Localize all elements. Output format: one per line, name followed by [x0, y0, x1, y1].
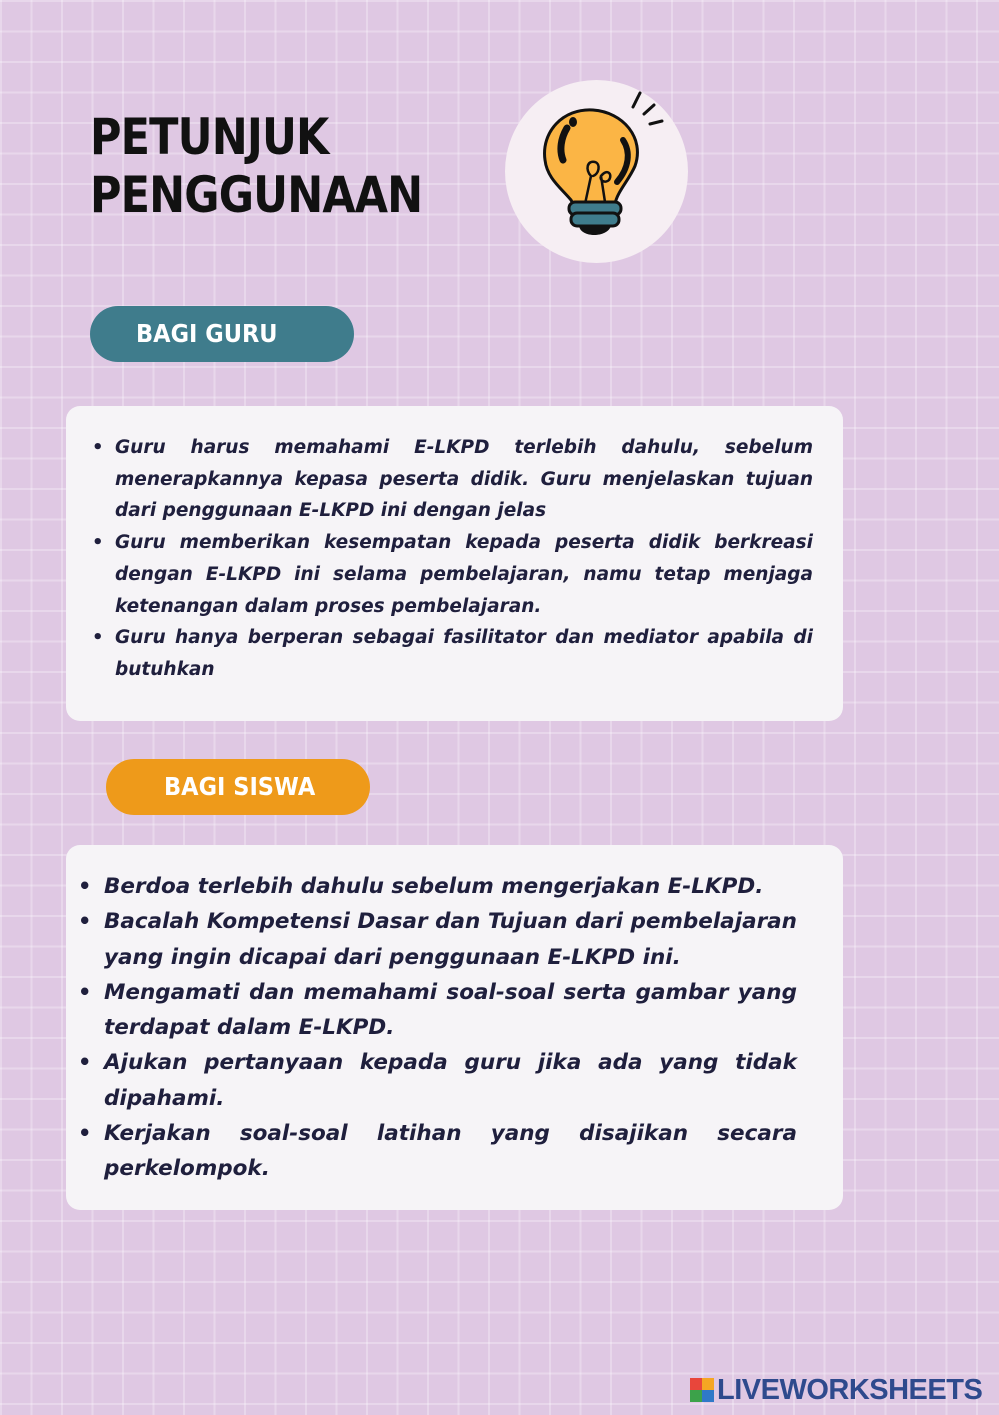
list-item — [78, 1045, 797, 1116]
list-item-text: Guru memberikan kesempatan kepada peserta didik berkreasi dengan E-LKPD ini selama pembelajaran, namu tetap menjaga ketenangan dalam proses pembelajaran. — [115, 532, 813, 617]
list-item-text: Mengamati dan memahami soal-soal serta gambar yang terdapat dalam E-LKPD. — [104, 979, 797, 1041]
list-item — [92, 432, 813, 527]
bullet-icon: • — [78, 1121, 92, 1146]
list-item — [92, 622, 813, 685]
lightbulb-icon — [505, 80, 688, 263]
list-item-text: Berdoa terlebih dahulu sebelum mengerjakan E-LKPD. — [104, 874, 764, 899]
bullet-icon: • — [78, 874, 92, 898]
liveworksheets-brand: LIVEWORKSHEETS — [717, 1373, 983, 1406]
liveworksheets-watermark[interactable] — [690, 1372, 982, 1408]
page-title-line1: PETUNJUK — [90, 108, 329, 166]
list-item-text: Guru hanya berperan sebagai fasilitator dan mediator apabila di butuhkan — [115, 627, 813, 680]
list-item — [78, 904, 797, 975]
list-item — [78, 1116, 797, 1187]
section-heading-siswa — [106, 759, 370, 815]
list-item-text: Ajukan pertanyaan kepada guru jika ada yang tidak dipahami. — [104, 1050, 797, 1111]
bullet-icon: • — [92, 437, 104, 458]
section-heading-guru-label: BAGI GURU — [136, 319, 278, 348]
guru-instructions-list — [92, 432, 813, 686]
bullet-icon: • — [78, 979, 92, 1004]
bullet-icon: • — [92, 532, 104, 554]
page-title — [90, 108, 422, 224]
bullet-icon: • — [92, 627, 104, 649]
section-heading-siswa-label: BAGI SISWA — [164, 772, 316, 801]
list-item — [92, 527, 813, 622]
siswa-instructions-list — [78, 869, 797, 1187]
bullet-icon: • — [78, 1050, 92, 1075]
section-heading-guru — [90, 306, 354, 362]
lightbulb-badge — [505, 80, 688, 263]
liveworksheets-logo-icon — [690, 1378, 714, 1402]
list-item — [78, 869, 797, 904]
bullet-icon: • — [78, 909, 92, 934]
list-item — [78, 975, 797, 1046]
list-item-text: Bacalah Kompetensi Dasar dan Tujuan dari pembelajaran yang ingin dicapai dari penggunaan E-LKPD ini. — [104, 909, 797, 970]
siswa-instructions-card — [66, 845, 843, 1210]
page-title-line2: PENGGUNAAN — [90, 166, 423, 224]
guru-instructions-card — [66, 406, 843, 721]
list-item-text: Guru harus memahami E-LKPD terlebih dahulu, sebelum menerapkannya kepasa peserta didik. Guru menjelaskan tujuan dari penggunaan E-LKPD ini dengan jelas — [115, 437, 813, 522]
list-item-text: Kerjakan soal-soal latihan yang disajikan secara perkelompok. — [104, 1121, 797, 1182]
